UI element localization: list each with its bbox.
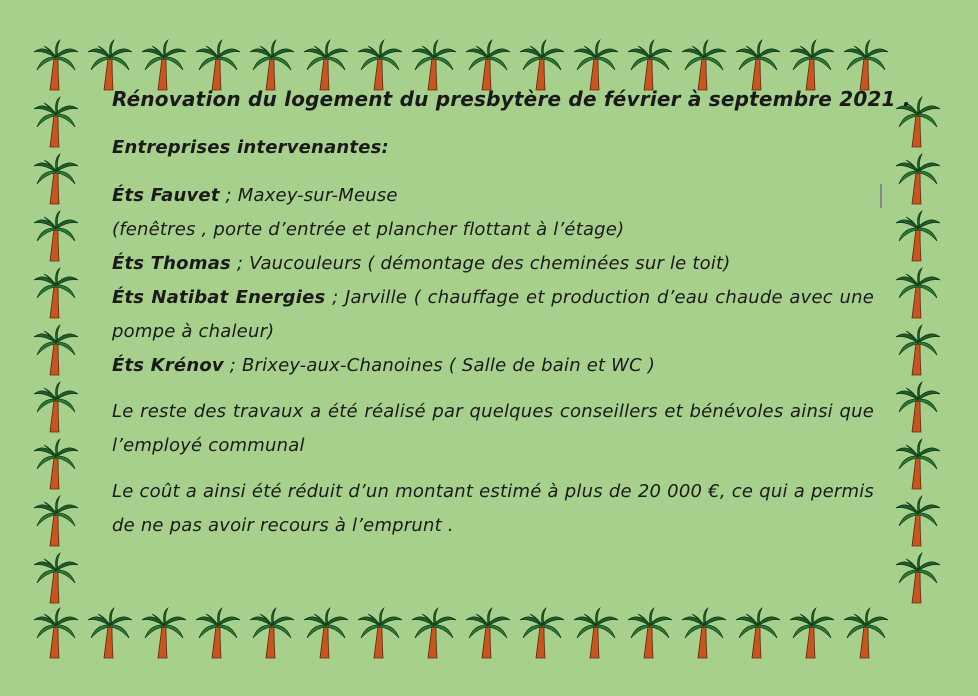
palm-tree-icon xyxy=(682,40,726,90)
palm-tree-icon xyxy=(736,40,780,90)
document-body xyxy=(112,84,911,543)
palm-tree-icon xyxy=(142,40,186,90)
palm-tree-icon xyxy=(304,608,348,658)
palm-tree-icon xyxy=(520,608,564,658)
palm-tree-icon xyxy=(844,40,888,90)
palm-tree-icon xyxy=(34,40,78,90)
palm-tree-icon xyxy=(196,40,240,90)
palm-tree-icon xyxy=(34,268,78,318)
companies-heading: Entreprises intervenantes: xyxy=(112,137,389,158)
palm-tree-icon xyxy=(358,608,402,658)
palm-tree-icon xyxy=(34,154,78,204)
palm-tree-icon xyxy=(628,608,672,658)
company-name: Éts Krénov xyxy=(112,355,224,376)
company-entry: Éts Natibat Energies ; Jarville ( chauffage et production d’eau chaude avec une pompe à chaleur) xyxy=(112,287,874,342)
text-cursor xyxy=(880,184,882,208)
company-entry: Éts Krénov ; Brixey-aux-Chanoines ( Salle de bain et WC ) xyxy=(112,355,656,376)
palm-tree-icon xyxy=(358,40,402,90)
company-detail: Brixey-aux-Chanoines ( Salle de bain et WC ) xyxy=(241,355,656,376)
company-entry xyxy=(112,213,874,247)
palm-tree-icon xyxy=(896,325,940,375)
palm-tree-icon xyxy=(34,439,78,489)
palm-tree-icon xyxy=(34,211,78,261)
palm-tree-icon xyxy=(896,154,940,204)
palm-tree-icon xyxy=(574,40,618,90)
page-title: Rénovation du logement du presbytère de février à septembre 2021 . xyxy=(112,87,911,111)
palm-tree-icon xyxy=(34,325,78,375)
palm-tree-icon xyxy=(412,40,456,90)
palm-tree-icon xyxy=(466,40,510,90)
palm-tree-icon xyxy=(896,211,940,261)
palm-tree-icon xyxy=(196,608,240,658)
company-detail: Vaucouleurs ( démontage des cheminées sur le toit) xyxy=(249,253,731,274)
company-name: Éts Fauvet xyxy=(112,185,220,206)
company-detail: (fenêtres , porte d’entrée et plancher flottant à l’étage) xyxy=(112,219,625,240)
palm-tree-icon xyxy=(34,97,78,147)
company-entry: Éts Fauvet ; Maxey-sur-Meuse xyxy=(112,185,398,206)
palm-tree-icon xyxy=(574,608,618,658)
palm-tree-icon xyxy=(896,382,940,432)
paragraph: Le coût a ainsi été réduit d’un montant estimé à plus de 20 000 €, ce qui a permis de ne pas avoir recours à l’emprunt . xyxy=(112,481,874,536)
palm-tree-icon xyxy=(88,40,132,90)
palm-tree-icon xyxy=(790,608,834,658)
palm-tree-icon xyxy=(896,496,940,546)
palm-tree-icon xyxy=(250,40,294,90)
palm-tree-icon xyxy=(520,40,564,90)
palm-tree-icon xyxy=(790,40,834,90)
company-detail: Jarville ( chauffage et production d’eau chaude avec une pompe à chaleur) xyxy=(112,287,874,342)
palm-tree-icon xyxy=(736,608,780,658)
palm-tree-icon xyxy=(412,608,456,658)
palm-tree-icon xyxy=(34,553,78,603)
palm-tree-icon xyxy=(88,608,132,658)
company-detail: Maxey-sur-Meuse xyxy=(237,185,398,206)
company-name: Éts Thomas xyxy=(112,253,231,274)
palm-tree-icon xyxy=(466,608,510,658)
company-entry: Éts Thomas ; Vaucouleurs ( démontage des cheminées sur le toit) xyxy=(112,253,731,274)
palm-tree-icon xyxy=(896,268,940,318)
palm-tree-icon xyxy=(34,382,78,432)
palm-tree-icon xyxy=(628,40,672,90)
palm-tree-icon xyxy=(682,608,726,658)
company-name: Éts Natibat Energies xyxy=(112,287,326,308)
palm-tree-icon xyxy=(250,608,294,658)
palm-tree-icon xyxy=(304,40,348,90)
palm-tree-icon xyxy=(34,496,78,546)
paragraph: Le reste des travaux a été réalisé par quelques conseillers et bénévoles ainsi que l’employé communal xyxy=(112,401,874,456)
palm-tree-icon xyxy=(142,608,186,658)
palm-tree-icon xyxy=(844,608,888,658)
palm-tree-icon xyxy=(34,608,78,658)
palm-tree-icon xyxy=(896,553,940,603)
palm-tree-icon xyxy=(896,439,940,489)
